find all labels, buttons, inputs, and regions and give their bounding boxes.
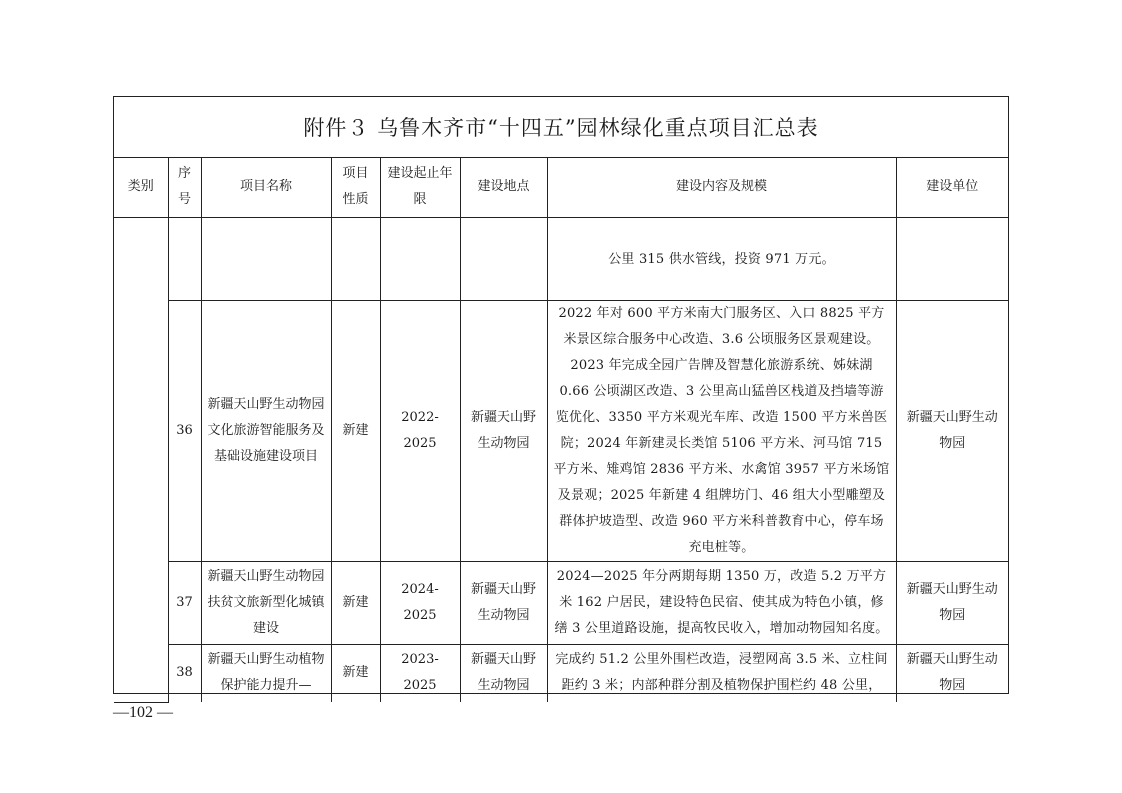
name-cell: 新疆天山野生动植物保护能力提升— — [201, 644, 331, 702]
page-number: —102 — — [113, 704, 173, 721]
content-cell: 2022 年对 600 平方米南大门服务区、入口 8825 平方米景区综合服务中心改造、3.6 公顷服务区景观建设。2023 年完成全园广告牌及智慧化旅游系统、姊妹湖 0.66 公顷湖区改造、3 公里高山猛兽区栈道及挡墙等游览优化、3350 平方米观光车库、改造 1500 平方米兽医院；2024 年新建灵长类馆 5106 平方米、河马馆 715 平方米、雉鸡馆 2836 平方米、水禽馆 3957 平方米场馆及景观；2025 年新建 4 组牌坊门、46 组大小型雕塑及群体护坡造型、改造 960 平方米科普教育中心，停车场充电桩等。 — [547, 300, 896, 561]
header-location: 建设地点 — [460, 157, 547, 217]
content-cell: 2024—2025 年分两期每期 1350 万，改造 5.2 万平方米 162 户居民，建设特色民宿、使其成为特色小镇，修缮 3 公里道路设施，提高牧民收入，增加动物园知名度。 — [547, 561, 896, 644]
period-cell: 2022-2025 — [380, 300, 460, 561]
nature-cell: 新建 — [331, 561, 380, 644]
nature-cell: 新建 — [331, 644, 380, 702]
header-seq: 序号 — [168, 157, 201, 217]
unit-cell — [896, 217, 1008, 300]
table-title: 附件３ 乌鲁木齐市“十四五”园林绿化重点项目汇总表 — [114, 97, 1008, 158]
table-row — [114, 300, 1008, 561]
name-cell: 新疆天山野生动物园扶贫文旅新型化城镇建设 — [201, 561, 331, 644]
period-cell — [380, 217, 460, 300]
header-period: 建设起止年限 — [380, 157, 460, 217]
content-cell: 公里 315 供水管线，投资 971 万元。 — [547, 217, 896, 300]
nature-cell — [331, 217, 380, 300]
header-category: 类别 — [114, 157, 168, 217]
seq-cell: 36 — [168, 300, 201, 561]
location-cell: 新疆天山野生动物园 — [460, 644, 547, 702]
unit-cell: 新疆天山野生动物园 — [896, 561, 1008, 644]
header-nature: 项目性质 — [331, 157, 380, 217]
seq-cell — [168, 217, 201, 300]
unit-cell: 新疆天山野生动物园 — [896, 644, 1008, 702]
project-table — [114, 157, 1008, 703]
table-row — [114, 217, 1008, 300]
header-name: 项目名称 — [201, 157, 331, 217]
name-cell: 新疆天山野生动物园文化旅游智能服务及基础设施建设项目 — [201, 300, 331, 561]
header-unit: 建设单位 — [896, 157, 1008, 217]
seq-cell: 38 — [168, 644, 201, 702]
category-cell — [114, 217, 168, 702]
seq-cell: 37 — [168, 561, 201, 644]
name-cell — [201, 217, 331, 300]
table-row — [114, 561, 1008, 644]
location-cell — [460, 217, 547, 300]
unit-cell: 新疆天山野生动物园 — [896, 300, 1008, 561]
content-cell: 完成约 51.2 公里外围栏改造，浸塑网高 3.5 米、立柱间距约 3 米；内部种群分割及植物保护围栏约 48 公里， — [547, 644, 896, 702]
header-row — [114, 157, 1008, 217]
table-row — [114, 644, 1008, 702]
period-cell: 2024-2025 — [380, 561, 460, 644]
location-cell: 新疆天山野生动物园 — [460, 300, 547, 561]
period-cell: 2023-2025 — [380, 644, 460, 702]
summary-table-frame — [113, 96, 1009, 694]
header-content: 建设内容及规模 — [547, 157, 896, 217]
nature-cell: 新建 — [331, 300, 380, 561]
location-cell: 新疆天山野生动物园 — [460, 561, 547, 644]
